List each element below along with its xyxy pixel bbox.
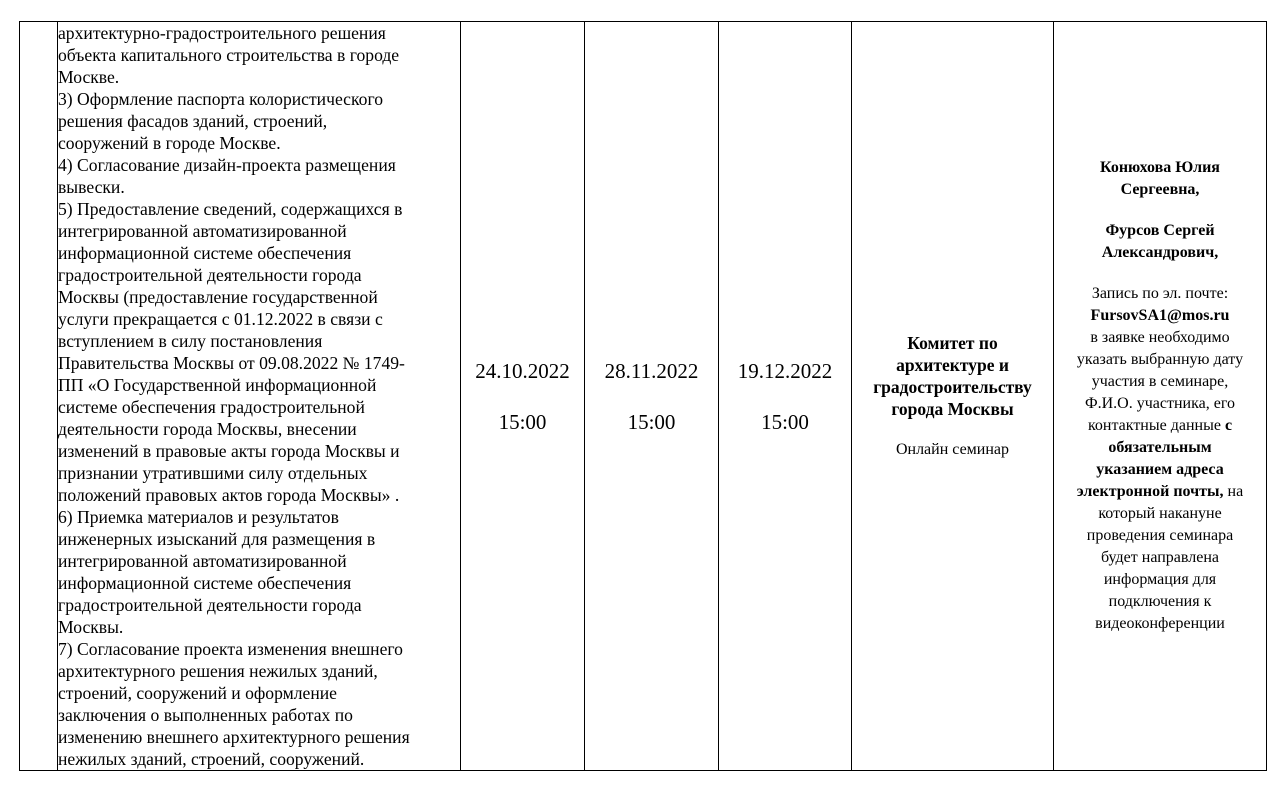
seminar-date: 24.10.2022 — [475, 358, 570, 383]
organizer-cell — [852, 22, 1054, 771]
contact-cell — [1054, 22, 1267, 771]
service-line: признании утратившими силу отдельных — [58, 463, 368, 483]
contact-person-2: Фурсов Сергей Александрович, — [1101, 222, 1219, 261]
service-line: интегрированной автоматизированной — [58, 221, 347, 241]
contact-email-link[interactable]: FursovSA1@mos.ru — [1090, 307, 1230, 324]
table-row — [20, 22, 1267, 771]
service-line: изменений в правовые акты города Москвы и — [58, 441, 400, 461]
service-line: 3) Оформление паспорта колористического — [58, 89, 384, 109]
service-line: сооружений в городе Москве. — [58, 133, 281, 153]
service-line: услуги прекращается с 01.12.2022 в связи с — [58, 309, 383, 329]
seminar-format: Онлайн семинар — [895, 441, 1010, 458]
contact-person-1: Конюхова Юлия Сергеевна, — [1100, 159, 1220, 198]
service-line: Москвы (предоставление государственной — [58, 287, 378, 307]
service-line: ПП «О Государственной информационной — [58, 375, 377, 395]
service-line: положений правовых актов города Москвы» . — [58, 485, 400, 505]
service-line: 6) Приемка материалов и результатов — [58, 507, 339, 527]
service-line: Москвы. — [58, 617, 124, 637]
service-line: вывески. — [58, 177, 125, 197]
service-line: архитектурного решения нежилых зданий, — [58, 661, 378, 681]
service-line: изменению внешнего архитектурного решения — [58, 727, 410, 747]
service-line: информационной системе обеспечения — [58, 573, 352, 593]
organizer-name: Комитет по архитектуре и градостроительству города Москвы — [873, 333, 1032, 419]
date-cell-3 — [719, 22, 852, 771]
seminar-time: 15:00 — [761, 409, 809, 434]
service-line: 7) Согласование проекта изменения внешнего — [58, 639, 403, 659]
service-line: архитектурно-градостроительного решения — [58, 23, 386, 43]
service-line: нежилых зданий, строений, сооружений. — [58, 749, 365, 769]
seminar-schedule-table — [19, 21, 1267, 771]
seminar-date: 19.12.2022 — [737, 358, 833, 383]
service-line: заключения о выполненных работах по — [58, 705, 353, 725]
service-line: 5) Предоставление сведений, содержащихся в — [58, 199, 403, 219]
services-cell — [58, 22, 461, 771]
service-line: вступлением в силу постановления — [58, 331, 323, 351]
service-line: объекта капитального строительства в городе — [58, 45, 400, 65]
seminar-time: 15:00 — [498, 409, 547, 434]
service-line: интегрированной автоматизированной — [58, 551, 347, 571]
service-line: Правительства Москвы от 09.08.2022 № 1749- — [58, 353, 405, 373]
service-line: строений, сооружений и оформление — [58, 683, 337, 703]
signup-label: Запись по эл. почте: — [1091, 285, 1229, 302]
signup-note: в заявке необходимо указать выбранную дату участия в семинаре, Ф.И.О. участника, его контактные данные с обязательным указанием адреса электронной почты, на который накануне проведения семинара будет направлена информация для подключения к видеоконференции — [1076, 329, 1244, 632]
services-list — [58, 22, 460, 770]
service-line: решения фасадов зданий, строений, — [58, 111, 328, 131]
row-number-cell — [20, 22, 58, 771]
date-cell-2 — [585, 22, 719, 771]
service-line: деятельности города Москвы, внесении — [58, 419, 357, 439]
service-line: информационной системе обеспечения — [58, 243, 352, 263]
service-line: 4) Согласование дизайн-проекта размещения — [58, 155, 396, 175]
service-line: градостроительной деятельности города — [58, 595, 362, 615]
service-line: градостроительной деятельности города — [58, 265, 362, 285]
service-line: инженерных изысканий для размещения в — [58, 529, 376, 549]
service-line: Москве. — [58, 67, 120, 87]
seminar-time: 15:00 — [627, 409, 676, 434]
date-cell-1 — [461, 22, 585, 771]
seminar-date: 28.11.2022 — [604, 358, 699, 383]
service-line: системе обеспечения градостроительной — [58, 397, 365, 417]
